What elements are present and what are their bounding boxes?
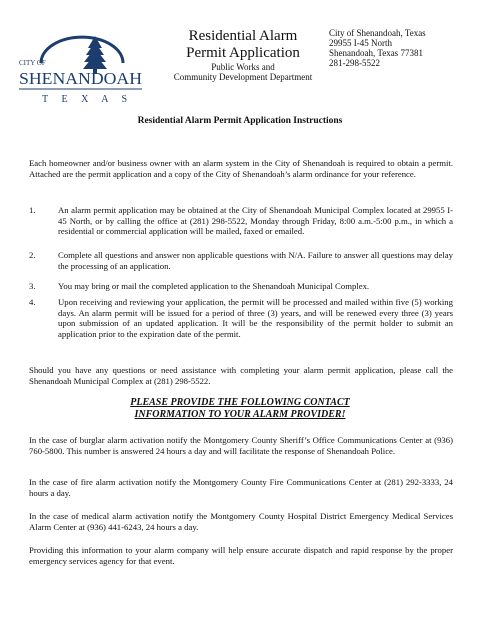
list-item-number: 2. (29, 250, 36, 260)
closing-paragraph (29, 545, 453, 566)
intro-text: Each homeowner and/or business owner with an alarm system in the City of Shenandoah is required to obtain a permit. Attached are the permit application and a copy of the City of Shenandoah’s alarm ordinance for your reference. (29, 158, 453, 179)
list-item-text: Complete all questions and answer non applicable questions with N/A. Failure to answer all questions may delay the processing of an application. (58, 250, 453, 271)
instruction-item-4 (29, 297, 453, 339)
address-line3: Shenandoah, Texas 77381 (329, 48, 423, 58)
address-line1: City of Shenandoah, Texas (329, 28, 426, 38)
list-item-number: 3. (29, 281, 36, 291)
list-item-number: 4. (29, 297, 36, 307)
city-address (329, 28, 426, 68)
logo-city-of: CITY OF (19, 59, 46, 67)
intro-paragraph (29, 158, 453, 179)
instruction-item-3 (29, 281, 453, 292)
burglar-text: In the case of burglar alarm activation notify the Montgomery County Sheriff’s Office Communications Center at (936) 760-5800. This number is answered 24 hours a day and will facilitate the response of Shenandoah Police. (29, 435, 453, 456)
logo-city-name: SHENANDOAH (19, 69, 142, 88)
dept-line2: Community Development Department (173, 72, 313, 82)
list-item-text: An alarm permit application may be obtained at the City of Shenandoah Municipal Complex located at 29955 I-45 North, or by calling the office at (281) 298-5522, Monday through Friday, 8:00 a.m.-5:00 p.m., in which a residential or commercial application will be mailed, faxed or emailed. (58, 205, 453, 236)
assistance-paragraph (29, 365, 453, 386)
list-item-number: 1. (29, 205, 36, 215)
closing-text: Providing this information to your alarm company will help ensure accurate dispatch and rapid response by the proper emergency services agency for that event. (29, 545, 453, 566)
medical-text: In the case of medical alarm activation notify the Montgomery County Hospital District Emergency Medical Services Alarm Center at (936) 441-6243, 24 hours a day. (29, 511, 453, 532)
city-logo (17, 30, 147, 105)
title-line2: Permit Application (186, 45, 300, 61)
contact-callout (0, 397, 480, 421)
dept-line1: Public Works and (211, 62, 275, 72)
instruction-list (29, 205, 453, 237)
fire-text: In the case of fire alarm activation notify the Montgomery County Fire Communications Center at (281) 292-3333, 24 hours a day. (29, 477, 453, 498)
city-logo-graphic (17, 30, 147, 105)
address-line2: 29955 I-45 North (329, 38, 392, 48)
fire-paragraph (29, 477, 453, 498)
list-item (29, 281, 453, 292)
address-phone: 281-298-5522 (329, 58, 380, 68)
callout-line2: INFORMATION TO YOUR ALARM PROVIDER! (134, 409, 346, 420)
list-item (29, 205, 453, 237)
burglar-paragraph (29, 435, 453, 456)
form-title-block (160, 28, 326, 82)
list-item-text: Upon receiving and reviewing your application, the permit will be processed and mailed within five (5) working days. An alarm permit will be issued for a period of three (3) years, and will be renewed every three (3) years upon submission of an updated application. It will be the responsibility of the permit holder to submit an application prior to the expiration date of the permit. (58, 297, 453, 339)
medical-paragraph (29, 511, 453, 532)
list-item (29, 250, 453, 271)
instruction-item-2 (29, 250, 453, 271)
title-line1: Residential Alarm (188, 28, 298, 44)
logo-state: T E X A S (42, 94, 127, 105)
list-item-text: You may bring or mail the completed application to the Shenandoah Municipal Complex. (58, 281, 370, 291)
list-item (29, 297, 453, 339)
assistance-text: Should you have any questions or need assistance with completing your alarm permit application, please call the Shenandoah Municipal Complex at (281) 298-5522. (29, 365, 453, 386)
page-heading: Residential Alarm Permit Application Instructions (137, 116, 343, 126)
callout-line1: PLEASE PROVIDE THE FOLLOWING CONTACT (130, 397, 350, 408)
